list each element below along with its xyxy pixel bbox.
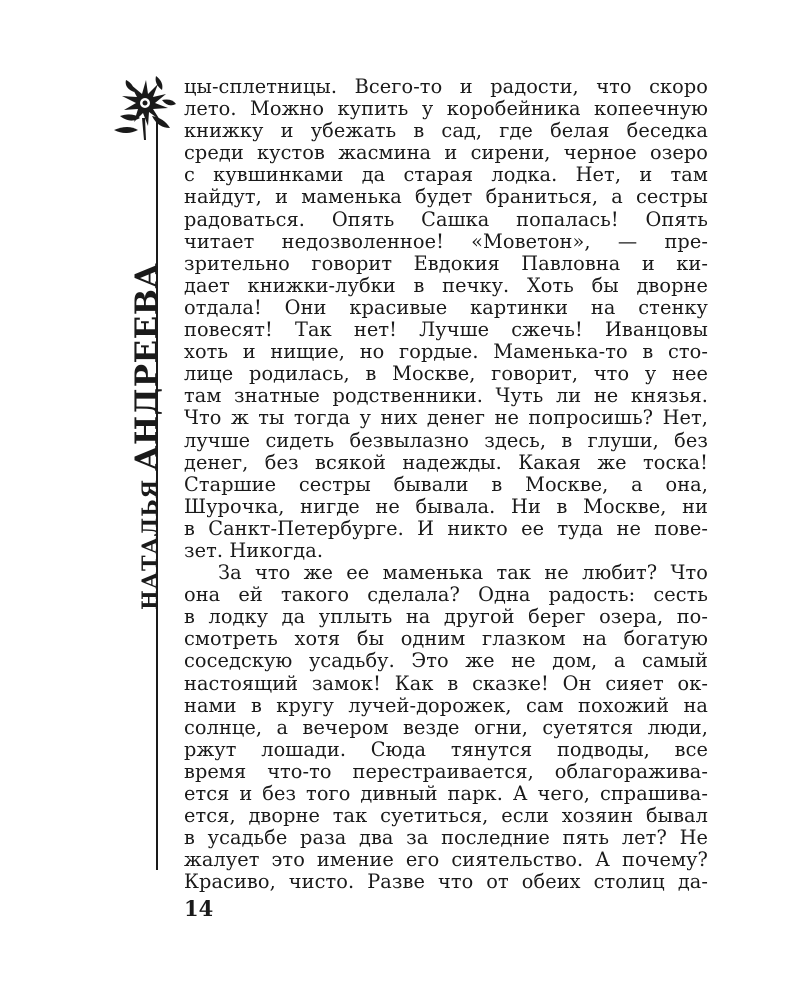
text-line: повесят! Так нет! Лучше сжечь! Иванцовы	[184, 318, 708, 342]
text-line: ется, дворне так суетиться, если хозяин бывал	[184, 804, 708, 828]
text-line: Старшие сестры бывали в Москве, а она,	[184, 472, 708, 496]
text-line: в Санкт-Петербурге. И никто ее туда не пове-	[184, 516, 708, 540]
text-line: ется и без того дивный парк. А чего, спрашива-	[184, 782, 708, 805]
text-line: ржут лошади. Сюда тянутся подводы, все	[184, 737, 708, 761]
text-line: лето. Можно купить у коробейника копеечную	[184, 97, 708, 121]
text-line: зрительно говорит Евдокия Павловна и ки-	[184, 251, 708, 275]
text-line: смотреть хотя бы одним глазком на богатую	[184, 627, 708, 651]
running-head	[129, 262, 165, 610]
text-line: лице родилась, в Москве, говорит, что у нее	[184, 362, 708, 386]
text-line: читает недозволенное! «Моветон», — пре-	[184, 229, 708, 253]
text-line: радоваться. Опять Сашка попалась! Опять	[184, 207, 708, 231]
text-line: Что ж ты тогда у них денег не попросишь? Нет,	[184, 406, 708, 430]
text-line: зет. Никогда.	[184, 538, 324, 562]
text-line: хоть и нищие, но гордые. Маменька-то в сто-	[184, 340, 708, 364]
floral-ornament-icon	[112, 72, 176, 140]
text-line: найдут, и маменька будет браниться, а сестры	[184, 185, 708, 209]
author-surname: АНДРЕЕВА	[129, 262, 165, 471]
text-line: Красиво, чисто. Разве что от обеих столиц да-	[184, 870, 708, 894]
text-line: отдала! Они красивые картинки на стенку	[184, 295, 708, 319]
body-text	[184, 76, 708, 893]
page-number: 14	[184, 896, 214, 921]
text-line: цы-сплетницы. Всего-то и радости, что скоро	[184, 75, 708, 98]
text-line: денег, без всякой надежды. Какая же тоска!	[184, 450, 708, 474]
text-line: среди кустов жасмина и сирени, черное озеро	[184, 141, 708, 165]
text-line: настоящий замок! Как в сказке! Он сияет ок-	[184, 671, 708, 695]
text-line: нами в кругу лучей-дорожек, сам похожий на	[184, 693, 708, 717]
text-line: книжку и убежать в сад, где белая беседка	[184, 119, 708, 143]
author-first-name: НАТАЛЬЯ	[137, 478, 162, 610]
paragraph-start-line: За что же ее маменька так не любит? Что	[218, 561, 708, 585]
text-line: соседскую усадьбу. Это же не дом, а самый	[184, 649, 708, 673]
text-line: в лодку да уплыть на другой берег озера, по-	[184, 605, 708, 629]
text-line: жалует это имение его сиятельство. А почему?	[184, 848, 708, 872]
text-line: она ей такого сделала? Одна радость: сесть	[184, 583, 708, 607]
text-line: Шурочка, нигде не бывала. Ни в Москве, ни	[184, 494, 708, 518]
text-line: дает книжки-лубки в печку. Хоть бы дворне	[184, 273, 708, 297]
text-line: время что-то перестраивается, облагоражива-	[184, 759, 708, 783]
text-line: в усадьбе раза два за последние пять лет? Не	[184, 826, 708, 850]
text-line: лучше сидеть безвылазно здесь, в глуши, без	[184, 428, 708, 452]
text-line: солнце, а вечером везде огни, суетятся люди,	[184, 715, 708, 739]
text-line: там знатные родственники. Чуть ли не князья.	[184, 384, 708, 408]
text-line: с кувшинками да старая лодка. Нет, и там	[184, 163, 708, 187]
